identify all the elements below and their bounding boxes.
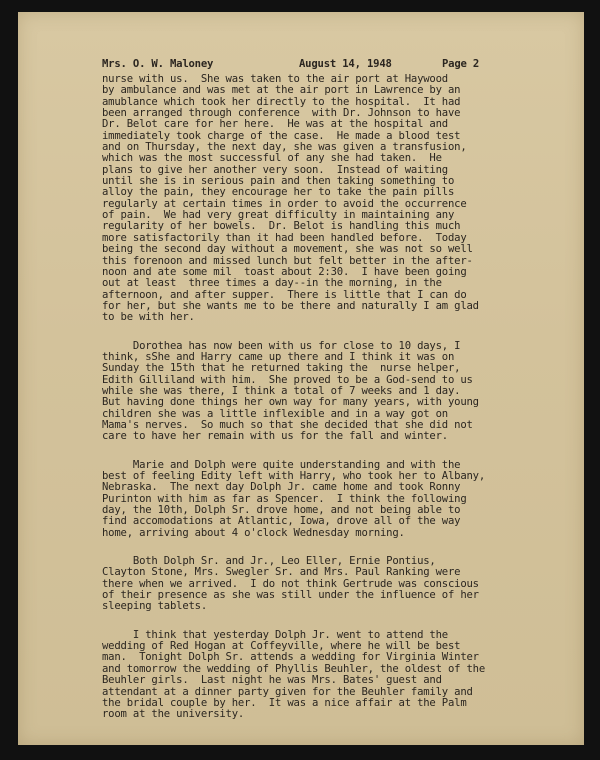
text-line: been arranged through conference with Dr. Johnson to have — [102, 107, 461, 120]
text-line: which was the most successful of any she had taken. He — [102, 152, 442, 165]
text-line: best of feeling Edity left with Harry, who took her to Albany, — [102, 470, 486, 482]
text-line: But having done things her own way for many years, with young — [102, 396, 479, 409]
text-line: man. Tonight Dolph Sr. attends a wedding for Virginia Winter — [102, 651, 479, 664]
letter-date: August 14, 1948 — [299, 58, 392, 70]
text-line: being the second day without a movement, she was not so well — [102, 243, 473, 256]
paragraph-2 — [102, 341, 532, 443]
paragraph-spacer — [102, 539, 532, 556]
text-line: to be with her. — [102, 311, 195, 324]
text-line: Mama's nerves. So much so that she decided that she did not — [102, 418, 473, 431]
text-line: find accomodations at Atlantic, Iowa, drove all of the way — [102, 515, 461, 528]
text-line: by ambulance and was met at the air port in Lawrence by an — [102, 84, 461, 97]
text-line: Nebraska. The next day Dolph Jr. came home and took Ronny — [102, 481, 461, 494]
paragraph-1 — [102, 74, 532, 324]
text-line: Edith Gilliland with him. She proved to be a God-send to us — [102, 373, 473, 386]
text-line: care to have her remain with us for the fall and winter. — [102, 430, 448, 443]
text-line: Beuhler girls. Last night he was Mrs. Bates' guest and — [102, 674, 442, 687]
text-line: there when we arrived. I do not think Gertrude was conscious — [102, 577, 479, 590]
recipient-name: Mrs. O. W. Maloney — [102, 58, 214, 70]
text-line: wedding of Red Hogan at Coffeyville, where he will be best — [102, 640, 461, 653]
text-line: out at least three times a day--in the morning, in the — [102, 277, 442, 290]
letter-page — [18, 12, 584, 745]
paragraph-spacer — [102, 613, 532, 630]
letter-header — [18, 56, 584, 72]
text-line: afternoon, and after supper. There is little that I can do — [102, 288, 467, 301]
text-line: Dorothea has now been with us for close to 10 days, I — [102, 339, 461, 352]
text-line: until she is in serious pain and then taking something to — [102, 175, 455, 188]
text-line: more satisfactorily than it had been handled before. Today — [102, 231, 467, 244]
paragraph-spacer — [102, 324, 532, 341]
text-line: noon and ate some mil toast about 2:30. I have been going — [102, 265, 467, 278]
text-line: sleeping tablets. — [102, 600, 208, 613]
paragraph-3 — [102, 460, 532, 539]
text-line: and on Thursday, the next day, she was given a transfusion, — [102, 141, 467, 154]
text-line: and tomorrow the wedding of Phyllis Beuhler, the oldest of the — [102, 662, 486, 675]
text-line: amublance which took her directly to the hospital. It had — [102, 95, 461, 108]
letter-body — [102, 74, 532, 721]
paragraph-5 — [102, 630, 532, 721]
text-line: of pain. We had very great difficulty in maintaining any — [102, 209, 455, 222]
text-line: the bridal couple by her. It was a nice affair at the Palm — [102, 696, 467, 709]
text-line: plans to give her another very soon. Instead of waiting — [102, 163, 448, 176]
page-number: Page 2 — [442, 58, 480, 70]
text-line: attendant at a dinner party given for the Beuhler family and — [102, 685, 473, 698]
text-line: Both Dolph Sr. and Jr., Leo Eller, Ernie Pontius, — [102, 555, 436, 568]
text-line: for her, but she wants me to be there and naturally I am glad — [102, 299, 479, 312]
text-line: day, the 10th, Dolph Sr. drove home, and not being able to — [102, 504, 461, 517]
text-line: think, sShe and Harry came up there and I think it was on — [102, 350, 455, 363]
text-line: children she was a little inflexible and in a way got on — [102, 407, 448, 420]
text-line: nurse with us. She was taken to the air port at Haywood — [102, 73, 448, 85]
text-line: home, arriving about 4 o'clock Wednesday morning. — [102, 526, 405, 539]
typed-letter — [18, 12, 584, 745]
text-line: immediately took charge of the case. He made a blood test — [102, 129, 461, 142]
text-line: regularity of her bowels. Dr. Belot is handling this much — [102, 220, 461, 233]
text-line: of their presence as she was still under the influence of her — [102, 589, 479, 602]
text-line: I think that yesterday Dolph Jr. went to attend the — [102, 628, 448, 641]
text-line: Sunday the 15th that he returned taking the nurse helper, — [102, 362, 461, 375]
text-line: alloy the pain, they encourage her to take the pain pills — [102, 186, 455, 199]
text-line: Clayton Stone, Mrs. Swegler Sr. and Mrs. Paul Ranking were — [102, 566, 461, 579]
text-line: Marie and Dolph were quite understanding and with the — [102, 458, 461, 471]
text-line: this forenoon and missed lunch but felt better in the after- — [102, 254, 473, 267]
text-line: while she was there, I think a total of 7 weeks and 1 day. — [102, 384, 461, 397]
paragraph-4 — [102, 556, 532, 613]
text-line: regularly at certain times in order to avoid the occurrence — [102, 197, 467, 210]
text-line: Purinton with him as far as Spencer. I think the following — [102, 492, 467, 505]
paragraph-spacer — [102, 443, 532, 460]
text-line: room at the university. — [102, 708, 245, 721]
text-line: Dr. Belot care for her here. He was at the hospital and — [102, 118, 448, 131]
